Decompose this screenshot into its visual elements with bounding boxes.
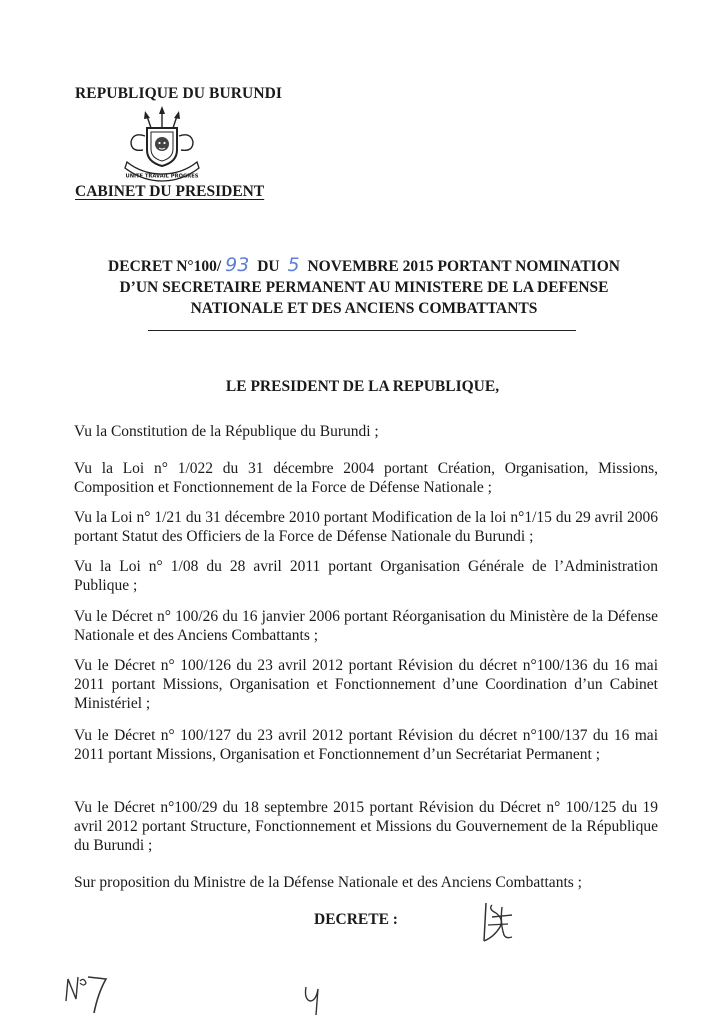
handwritten-initials-icon xyxy=(478,897,518,945)
burundi-coat-of-arms-icon xyxy=(117,106,207,182)
handwritten-page-number-icon xyxy=(300,985,324,1017)
title-decree-number: 93 xyxy=(225,254,250,276)
title-divider xyxy=(148,330,576,331)
visa-paragraph: Vu la Loi n° 1/21 du 31 décembre 2010 portant Modification de la loi n°1/15 du 29 avril 2006 portant Statut des Officiers de la Force de Défense Nationale du Burundi ; xyxy=(74,509,658,546)
title-du: DU xyxy=(257,258,280,275)
decrete-heading: DECRETE : xyxy=(314,911,398,928)
visa-paragraph: Sur proposition du Ministre de la Défense Nationale et des Anciens Combattants ; xyxy=(74,874,582,891)
visa-paragraph: Vu le Décret n° 100/126 du 23 avril 2012 portant Révision du décret n°100/136 du 16 mai 2011 portant Missions, Organisation et Fonctionnement d’une Coordination d’un Cabinet Ministériel ; xyxy=(74,657,658,713)
title-line-2: D’UN SECRETAIRE PERMANENT AU MINISTERE DE LA DEFENSE xyxy=(119,279,609,296)
president-heading: LE PRESIDENT DE LA REPUBLIQUE, xyxy=(225,378,500,395)
title-line-1-rest: NOVEMBRE 2015 PORTANT NOMINATION xyxy=(307,258,620,275)
title-decret-prefix: DECRET N°100/ xyxy=(108,258,222,275)
visa-paragraph: Vu la Loi n° 1/08 du 28 avril 2011 portant Organisation Générale de l’Administration Publique ; xyxy=(74,558,658,595)
visa-paragraph: Vu le Décret n° 100/127 du 23 avril 2012 portant Révision du décret n°100/137 du 16 mai 2011 portant Missions, Organisation et Fonctionnement d’un Secrétariat Permanent ; xyxy=(74,727,658,764)
visa-paragraph: Vu le Décret n°100/29 du 18 septembre 2015 portant Révision du Décret n° 100/125 du 19 avril 2012 portant Structure, Fonctionnement et Missions du Gouvernement de la République du Burundi ; xyxy=(74,799,658,855)
visa-paragraph: Vu la Constitution de la République du Burundi ; xyxy=(74,423,379,440)
title-decree-day: 5 xyxy=(287,254,300,276)
header-cabinet: CABINET DU PRESIDENT xyxy=(75,183,265,200)
header-republic: REPUBLIQUE DU BURUNDI xyxy=(75,85,283,102)
handwritten-number-mark-icon xyxy=(62,971,110,1015)
visa-paragraph: Vu le Décret n° 100/26 du 16 janvier 2006 portant Réorganisation du Ministère de la Défense Nationale et des Anciens Combattants ; xyxy=(74,608,658,645)
emblem-motto: UNITE TRAVAIL PROGRES xyxy=(125,173,199,180)
visa-paragraph: Vu la Loi n° 1/022 du 31 décembre 2004 portant Création, Organisation, Missions, Composition et Fonctionnement de la Force de Défense Nationale ; xyxy=(74,460,658,497)
decree-title xyxy=(70,255,658,319)
title-line-3: NATIONALE ET DES ANCIENS COMBATTANTS xyxy=(190,300,538,317)
title-line-1 xyxy=(70,255,658,277)
